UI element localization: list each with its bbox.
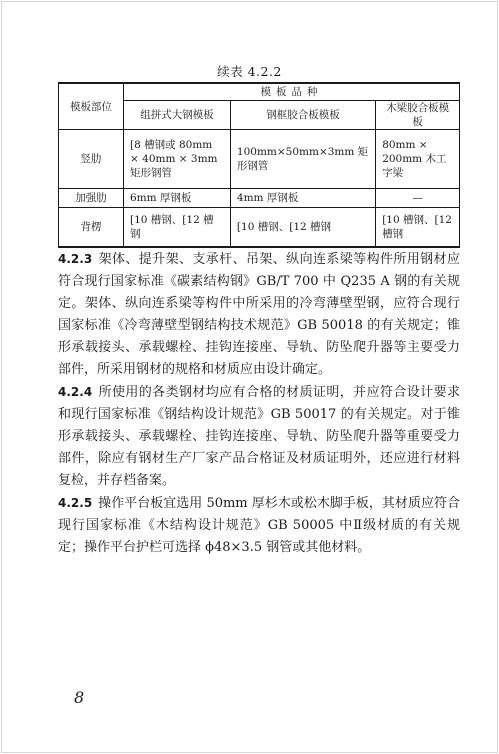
- clause: [58, 248, 460, 381]
- clause: [58, 492, 460, 559]
- table-cell: [10 槽钢、[12 槽钢: [376, 208, 460, 248]
- column-header: 组拼式大钢模板: [124, 101, 231, 130]
- column-header: 木梁胶合板模板: [376, 101, 460, 130]
- clause-number: 4.2.5: [58, 496, 93, 510]
- table-cell: [8 槽钢或 80mm × 40mm × 3mm 矩形钢管: [124, 130, 231, 189]
- table-cell: 6mm 厚钢板: [124, 189, 231, 208]
- column-header: 钢框胶合板模板: [230, 101, 375, 130]
- table-row: [59, 130, 460, 189]
- formwork-material-table: [58, 82, 460, 248]
- table-cell: [10 槽钢、[12 槽钢: [124, 208, 231, 248]
- clause-text: 操作平台板宜选用 50mm 厚杉木或松木脚手板，其材质应符合现行国家标准《木结构设计规范》GB 50005 中Ⅱ级材质的有关规定；操作平台护栏可选择 ϕ48×3.5 钢管或其他材料。: [58, 496, 460, 555]
- table-cell: [10 槽钢、[12 槽钢: [230, 208, 375, 248]
- row-label: 加强肋: [59, 189, 124, 208]
- table-cell: 80mm × 200mm 木工字梁: [376, 130, 460, 189]
- clause-number: 4.2.4: [58, 385, 93, 399]
- table-group-header: 模板品种: [124, 83, 460, 101]
- clause: [58, 381, 460, 492]
- clause-text: 所使用的各类钢材均应有合格的材质证明，并应符合设计要求和现行国家标准《钢结构设计规范》GB 50017 的有关规定。对于锥形承载接头、承载螺栓、挂钩连接座、导轨、防坠爬升器等重要受力部件，除应有钢材生产厂家产品合格证及材质证明外，还应进行材料复检，并存档备案。: [58, 385, 460, 488]
- table-cell: 4mm 厚钢板: [230, 189, 375, 208]
- clause-text: 架体、提升架、支承杆、吊架、纵向连系梁等构件所用钢材应符合现行国家标准《碳素结构钢》GB/T 700 中 Q235 A 钢的有关规定。架体、纵向连系梁等构件中所采用的冷弯薄壁型钢，应符合现行国家标准《冷弯薄壁型钢结构技术规范》GB 50018 的有关规定；锥形承载接头、承载螺栓、挂钩连接座、导轨、防坠爬升器等主要受力部件，所采用钢材的规格和材质应由设计确定。: [58, 252, 460, 377]
- row-label: 竖肋: [59, 130, 124, 189]
- clause-number: 4.2.3: [58, 252, 93, 266]
- table-caption: 续表 4.2.2: [217, 64, 282, 79]
- table-row-header: 模板部位: [59, 83, 124, 130]
- table-cell: 100mm×50mm×3mm 矩形钢管: [230, 130, 375, 189]
- page-number: 8: [74, 688, 85, 707]
- table-cell: —: [376, 189, 460, 208]
- table-row: [59, 189, 460, 208]
- row-label: 背楞: [59, 208, 124, 248]
- table-row: [59, 208, 460, 248]
- clause-list: [58, 248, 460, 559]
